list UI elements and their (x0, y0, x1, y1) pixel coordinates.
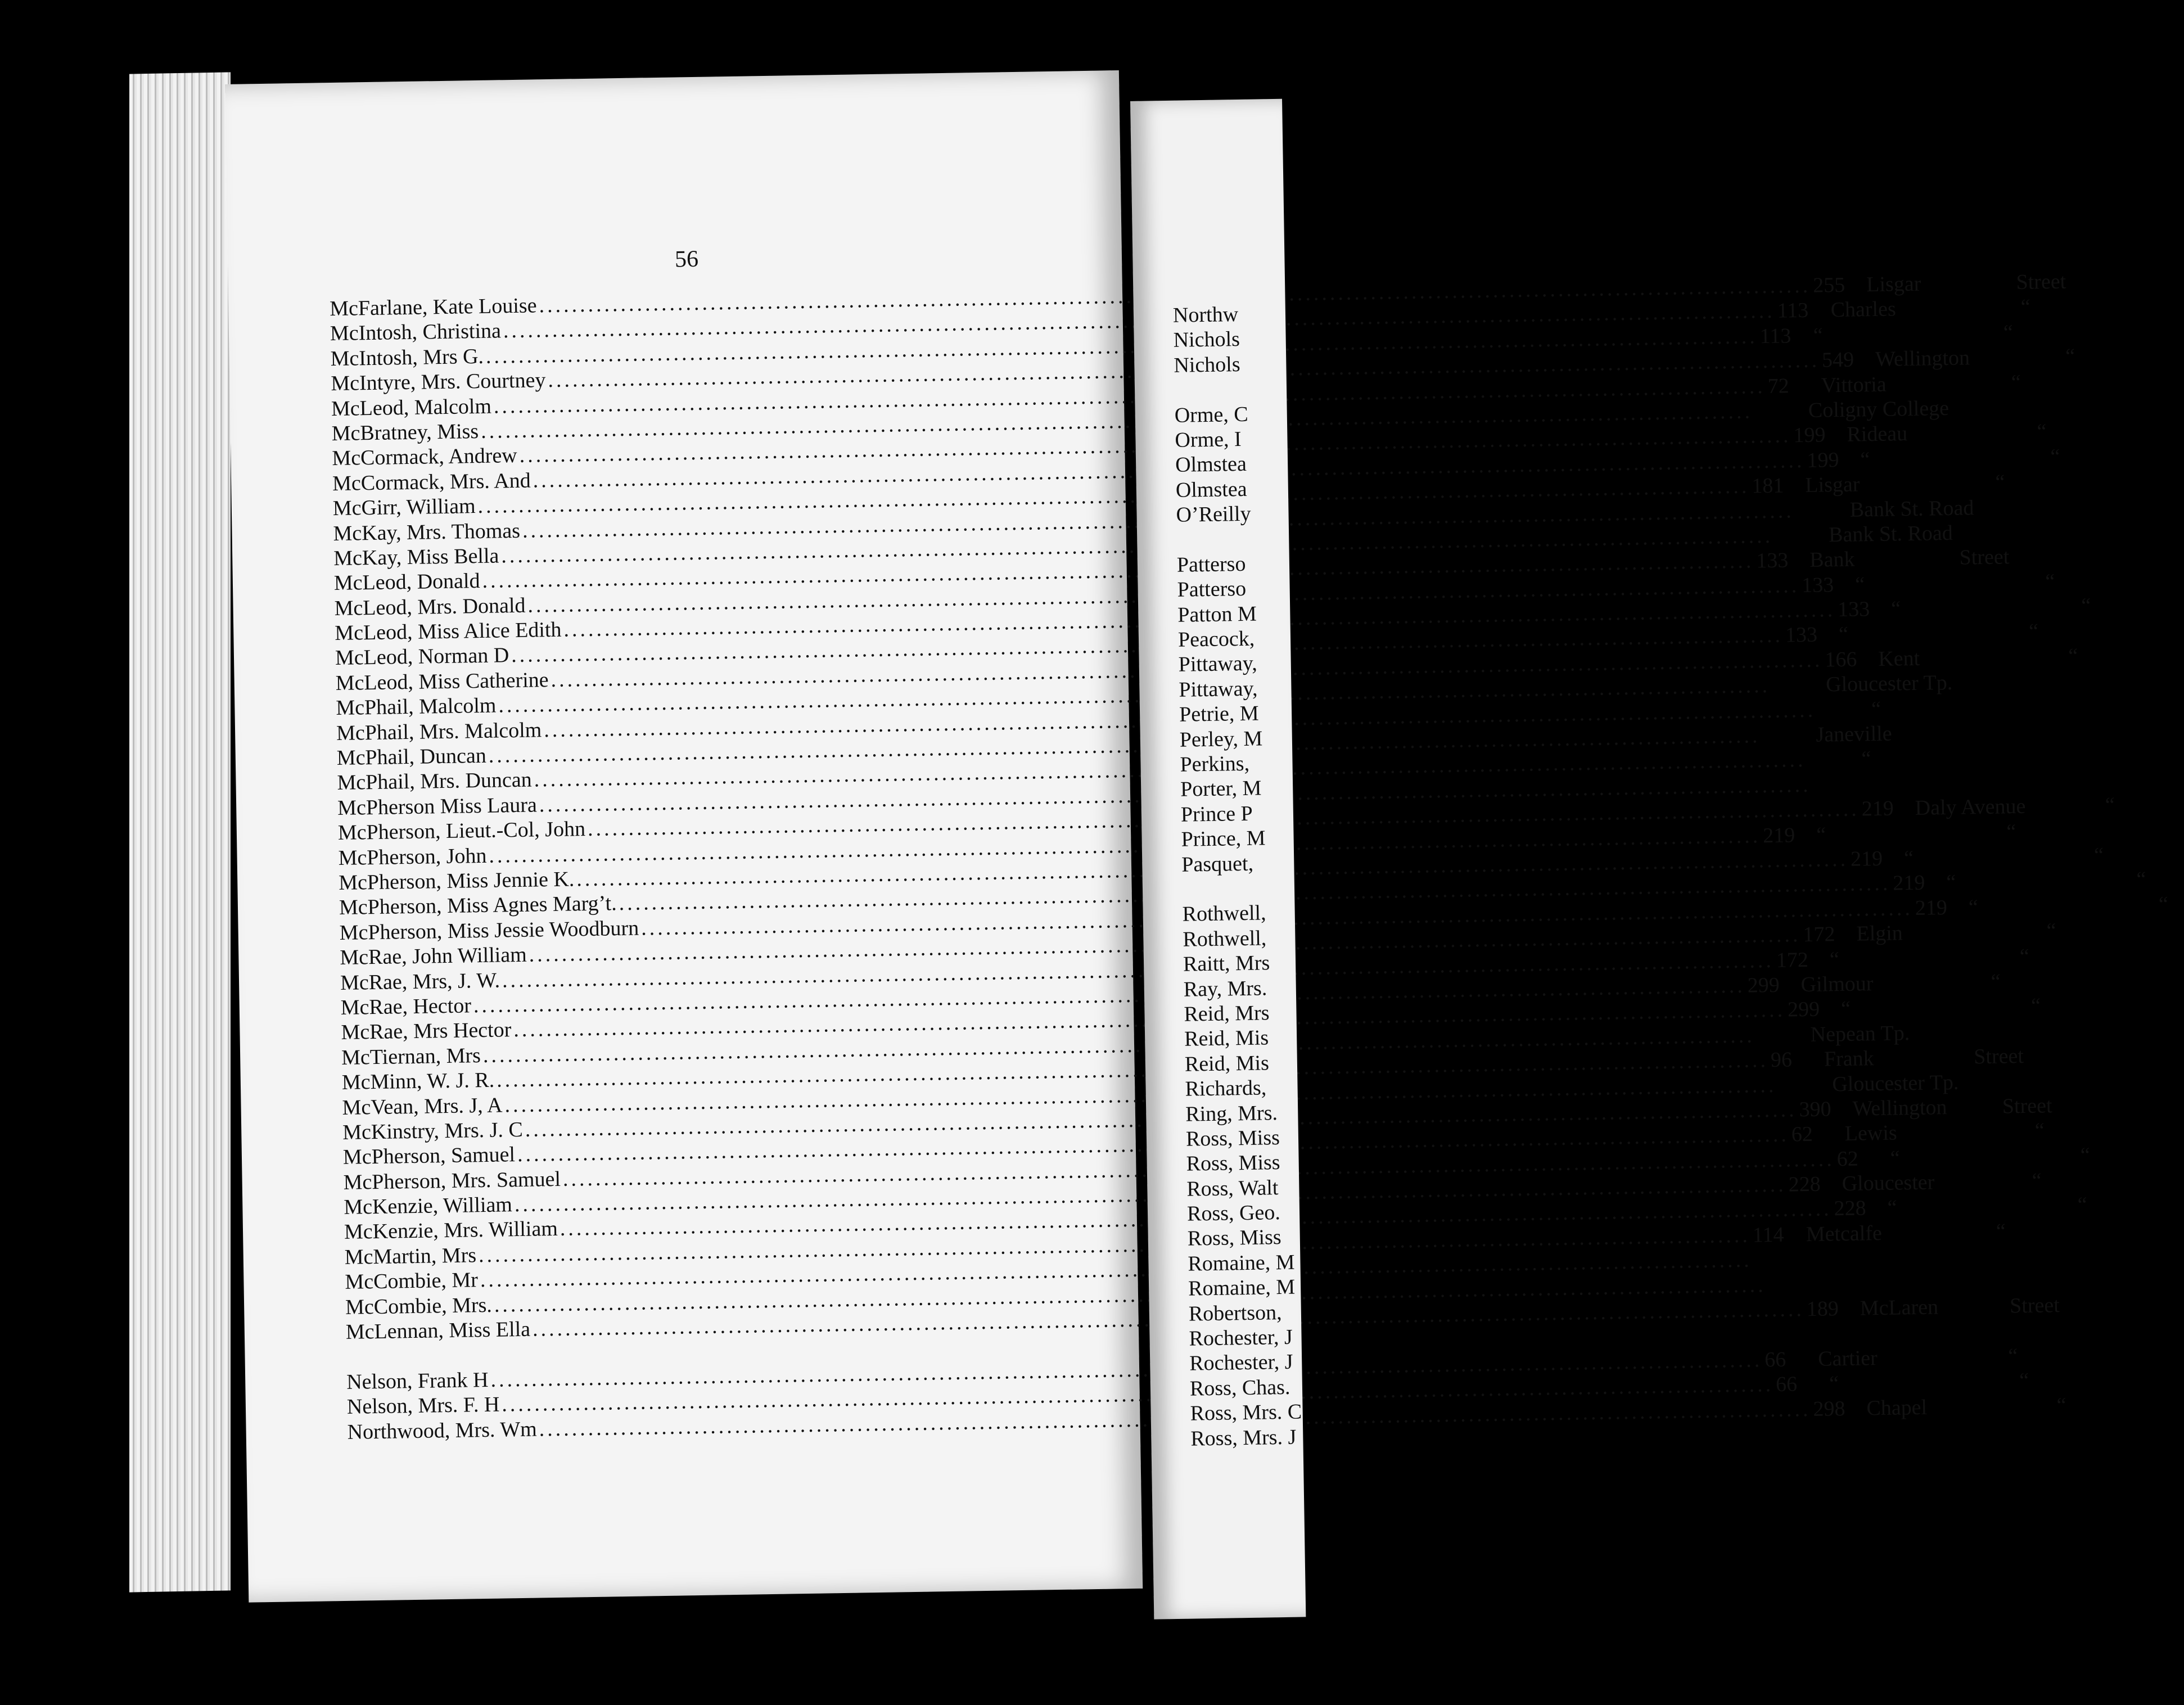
entry-name: McPhail, Malcolm (336, 693, 497, 720)
right-page-line: Pittaway, (1178, 652, 1258, 677)
entry-street: Charles (1830, 297, 1897, 322)
entry-house-number: 219 (1861, 796, 1894, 821)
entry-house-number: 199 (1793, 423, 1826, 448)
entry-name: McPherson, Miss Jennie K. (338, 867, 575, 895)
entry-street: Gloucester (1842, 1170, 1935, 1196)
entry-suffix (1934, 1263, 2013, 1264)
entry-house-number: 66 (1764, 1347, 1786, 1372)
entry-house-number: 113 (1759, 324, 1792, 348)
entry-suffix: “ (2019, 1369, 2029, 1393)
right-page-line (1174, 376, 1286, 403)
right-page-line (1176, 526, 1288, 553)
entry-name: McIntyre, Mrs. Courtney (331, 368, 546, 396)
entry-name: McCormack, Andrew (332, 444, 518, 471)
entry-house-number: 96 (1770, 1048, 1793, 1072)
entry-name: McPherson, John (338, 844, 487, 870)
right-page-line: Reid, Mis (1184, 1051, 1270, 1076)
entry-street: Bank (1809, 547, 1855, 572)
right-page-line: Patton M (1177, 602, 1257, 627)
right-page-line: Patterso (1176, 552, 1246, 577)
entry-street: Daly Avenue (1915, 795, 2026, 820)
entry-house-number: 62 (1791, 1122, 1813, 1147)
right-page-line: Ross, Walt (1186, 1175, 1279, 1201)
right-page-line: Ross, Miss (1186, 1151, 1280, 1176)
entry-street: “ (1890, 597, 1901, 621)
entry-name: McCormack, Mrs. And (332, 468, 531, 495)
entry-name: McIntosh, Christina (330, 319, 502, 346)
entry-house-number: 255 (1812, 273, 1845, 297)
entry-name: McPhail, Mrs. Malcolm (336, 718, 542, 745)
entry-house-number: 66 (1775, 1372, 1798, 1397)
right-page-line: Patterso (1177, 577, 1247, 602)
entry-name: McLeod, Miss Alice Edith (335, 617, 562, 646)
right-page-line: Ray, Mrs. (1183, 976, 1267, 1002)
entry-house-number: 113 (1777, 299, 1809, 323)
entry-house-number: 133 (1785, 623, 1818, 648)
entry-name: McIntosh, Mrs G. (330, 344, 484, 371)
entry-street: Cartier (1817, 1346, 1878, 1371)
entry-suffix: Street (1959, 545, 2010, 570)
entry-house-number: 172 (1803, 922, 1835, 947)
entry-suffix: “ (2050, 444, 2060, 468)
right-page-line: Pittaway, (1179, 676, 1258, 702)
right-page-line: Richards, (1185, 1076, 1267, 1101)
entry-name: McLeod, Mrs. Donald (334, 593, 526, 620)
entry-house-number: 189 (1806, 1297, 1839, 1321)
right-page-line: Prince P (1180, 801, 1253, 827)
entry-street: “ (1861, 747, 1871, 771)
entry-street: Lisgar (1866, 272, 1921, 297)
right-page (1130, 99, 1306, 1620)
entry-street: “ (1854, 572, 1865, 597)
entry-street: Bank St. Road (1828, 521, 1953, 547)
right-page-line: Ross, Miss (1187, 1225, 1281, 1251)
entry-house-number: 390 (1799, 1097, 1831, 1122)
entry-name: McGirr, William (332, 494, 476, 521)
entry-street: “ (1887, 1196, 1897, 1220)
entry-street: Elgin (1856, 921, 1903, 946)
entry-house-number (1797, 516, 1850, 517)
right-page-line (1182, 876, 1294, 903)
entry-name: McVean, Mrs. J, A (342, 1093, 503, 1120)
right-page-line: Reid, Mrs (1184, 1001, 1270, 1026)
entry-house-number: 219 (1762, 823, 1795, 847)
entry-street: Lisgar (1804, 472, 1860, 498)
entry-house-number: 181 (1751, 473, 1784, 498)
right-page-line: Robertson, (1188, 1300, 1282, 1326)
entry-name: McRae, Mrs, J. W. (340, 968, 500, 995)
entry-suffix: “ (2032, 1169, 2042, 1193)
entry-name: McLennan, Miss Ella (345, 1317, 531, 1344)
entry-suffix: “ (1996, 1219, 2006, 1243)
entry-house-number: 114 (1752, 1223, 1784, 1247)
entry-street: “ (1829, 947, 1839, 971)
entry-suffix (1977, 513, 2055, 514)
right-page-line: Ross, Geo. (1186, 1201, 1281, 1226)
entry-street: Bank St. Road (1849, 495, 1974, 522)
right-page-line: Romaine, M (1188, 1250, 1295, 1276)
entry-suffix: “ (2105, 793, 2115, 817)
entry-suffix: Street (2002, 1094, 2052, 1118)
entry-name: McTiernan, Mrs (341, 1043, 481, 1070)
entry-suffix: “ (2007, 1344, 2018, 1368)
entry-street: Kent (1878, 646, 1920, 671)
entry-suffix: “ (2093, 843, 2104, 867)
entry-street: “ (1903, 846, 1914, 870)
entry-street: “ (1840, 997, 1851, 1021)
entry-house-number (1755, 417, 1808, 418)
right-page-line: Perkins, (1180, 751, 1250, 777)
entry-suffix: “ (1991, 969, 2001, 994)
entry-house-number: 299 (1747, 973, 1780, 998)
entry-suffix (1948, 1288, 2027, 1289)
entry-name: McRae, Hector (340, 994, 472, 1020)
entry-suffix: “ (1995, 470, 2005, 494)
right-page-line: Rothwell, (1182, 901, 1266, 927)
right-page-line: Romaine, M (1188, 1275, 1296, 1301)
entry-street: Gloucester Tp. (1825, 671, 1953, 697)
right-page-line: Northw (1172, 303, 1239, 327)
right-page-line: Olmstea (1175, 452, 1247, 477)
entry-suffix: “ (2081, 594, 2091, 618)
entry-suffix: “ (2006, 819, 2016, 844)
entry-street (1808, 1264, 1934, 1266)
entry-street: “ (1816, 823, 1826, 847)
entry-suffix: “ (2028, 619, 2039, 644)
entry-street: “ (1860, 447, 1870, 472)
entry-name: McPhail, Mrs. Duncan (337, 768, 533, 795)
entry-street: Wellington (1875, 346, 1970, 372)
entry-street: Vittoria (1821, 372, 1887, 398)
entry-house-number: 133 (1801, 572, 1834, 597)
entry-suffix: “ (2020, 295, 2030, 319)
entry-suffix (1949, 414, 2028, 415)
right-page-line: Porter, M (1180, 776, 1262, 802)
entry-street: McLaren (1860, 1295, 1939, 1320)
entry-name: McKay, Miss Bella (333, 544, 499, 570)
entry-house-number: 298 (1813, 1396, 1845, 1421)
entry-street (1867, 789, 1993, 791)
entry-street: “ (1968, 895, 1979, 919)
right-page-line: Pasquet, (1181, 851, 1254, 877)
entry-suffix: “ (2158, 892, 2169, 916)
entry-name: McFarlane, Kate Louise (329, 294, 537, 321)
entry-name: McCombie, Mrs. (345, 1293, 493, 1319)
entry-street: Metcalfe (1806, 1221, 1883, 1246)
entry-street: Gilmour (1801, 972, 1874, 997)
right-page-line: Ross, Mrs. C (1190, 1400, 1302, 1426)
entry-suffix (1998, 712, 2077, 714)
entry-street: Frank (1824, 1047, 1874, 1071)
right-page-line: Ross, Mrs. J (1190, 1425, 1297, 1451)
entry-suffix: “ (2019, 944, 2030, 968)
entry-street (1822, 1289, 1948, 1291)
entry-name: McBratney, Miss (331, 419, 479, 446)
entry-street: Rideau (1847, 422, 1908, 447)
entry-suffix: “ (2034, 1118, 2045, 1143)
right-page-line: Reid, Mis (1184, 1026, 1269, 1052)
book-page-edges (129, 72, 231, 1592)
entry-street: Nepean Tp. (1810, 1021, 1910, 1047)
entry-street: “ (1871, 697, 1881, 721)
entry-street: Gloucester Tp. (1831, 1070, 1959, 1096)
entry-street: “ (1890, 1146, 1900, 1170)
entry-house-number: 172 (1776, 948, 1809, 972)
entry-name: McLeod, Miss Catherine (335, 667, 549, 695)
entry-suffix (1943, 738, 2021, 739)
entry-suffix: Street (2016, 269, 2066, 295)
entry-street: “ (1946, 870, 1956, 895)
entry-name: McKinstry, Mrs. J. C (342, 1117, 524, 1144)
entry-suffix (1937, 1038, 2016, 1039)
entry-house-number: 133 (1756, 548, 1789, 573)
entry-house-number: 228 (1834, 1196, 1866, 1221)
entry-house-number: 228 (1788, 1172, 1821, 1197)
right-page-line: Ross, Miss (1185, 1125, 1280, 1151)
entry-suffix: “ (2046, 919, 2056, 943)
entry-suffix (1988, 763, 2067, 764)
entry-street: Wellington (1852, 1095, 1947, 1121)
entry-house-number (1757, 1041, 1811, 1042)
entry-house-number: 72 (1767, 373, 1790, 398)
entry-house-number: 219 (1850, 846, 1883, 871)
entry-street: Janeville (1816, 721, 1892, 747)
entry-house-number: 299 (1787, 997, 1820, 1022)
entry-name: McCombie, Mr (345, 1268, 479, 1294)
entry-street: “ (1813, 323, 1823, 348)
entry-street: Chapel (1866, 1395, 1928, 1420)
right-page-line: Ross, Chas. (1189, 1375, 1290, 1401)
entry-name: McPherson, Mrs. Samuel (343, 1167, 561, 1194)
entry-suffix (1952, 688, 2031, 689)
right-page-line: Perley, M (1179, 727, 1263, 752)
entry-suffix: “ (2045, 569, 2055, 593)
page-number: 56 (674, 246, 699, 273)
right-page-line: Olmstea (1175, 477, 1247, 502)
entry-suffix (1959, 1088, 2038, 1089)
entry-name: McPherson, Lieut.-Col, John (337, 817, 586, 845)
right-page-line: Prince, M (1181, 826, 1266, 851)
entry-name: McKenzie, Mrs. William (344, 1217, 558, 1244)
right-page-line: Ring, Mrs. (1185, 1100, 1278, 1126)
right-page-line: Orme, C (1174, 402, 1248, 427)
entry-suffix: “ (2077, 1193, 2087, 1217)
entry-suffix: “ (2011, 370, 2021, 394)
entry-street: “ (1829, 1372, 1839, 1396)
entry-suffix: “ (2056, 1393, 2066, 1417)
entry-suffix: “ (2080, 1143, 2090, 1167)
entry-suffix: “ (2030, 994, 2041, 1018)
entry-street: “ (1838, 623, 1849, 647)
right-page-line: Petrie, M (1179, 701, 1259, 727)
entry-name: McLeod, Donald (333, 569, 480, 596)
entry-house-number: 133 (1837, 597, 1870, 622)
entry-name: McPherson, Miss Jessie Woodburn (339, 916, 639, 945)
entry-name: McPherson Miss Laura (337, 793, 538, 820)
entry-suffix (1993, 787, 2072, 788)
entry-name: Nelson, Mrs. F. H (346, 1392, 500, 1419)
entry-suffix (1955, 538, 2034, 539)
entry-street: Lewis (1844, 1121, 1897, 1146)
entry-name: McRae, John William (340, 942, 527, 970)
entry-name: McMinn, W. J. R. (341, 1068, 495, 1095)
right-page-line: Raitt, Mrs (1183, 951, 1270, 976)
entry-suffix: Street (1973, 1044, 2024, 1069)
entry-name: McLeod, Norman D (335, 643, 509, 670)
entry-suffix: “ (2136, 867, 2146, 892)
right-page-line: O’Reilly (1176, 502, 1251, 527)
entry-name: McKenzie, William (344, 1193, 513, 1219)
entry-house-number: 62 (1836, 1147, 1859, 1171)
entry-suffix: “ (2003, 320, 2013, 345)
entry-name: Northwood, Mrs. Wm (347, 1417, 538, 1444)
right-page-line: Orme, I (1175, 427, 1242, 452)
right-page-line: Nichols (1173, 327, 1240, 353)
right-page-line: Rochester, J (1189, 1350, 1293, 1376)
entry-suffix: “ (2068, 644, 2078, 668)
right-page-line: Peacock, (1177, 626, 1255, 652)
right-page-fragments (1173, 301, 1303, 1451)
entry-house-number: 166 (1824, 647, 1857, 672)
entry-suffix: “ (2065, 344, 2075, 368)
entry-house-number: 219 (1893, 871, 1925, 895)
right-page-line: Nichols (1174, 352, 1240, 377)
right-page-line: Rochester, J (1189, 1325, 1293, 1351)
entry-name: Nelson, Frank H (346, 1368, 489, 1394)
entry-suffix: Street (2009, 1293, 2060, 1318)
entry-street: Coligny College (1808, 396, 1950, 422)
entry-house-number: 219 (1915, 895, 1948, 920)
entry-name: McPhail, Duncan (336, 743, 487, 770)
entry-name: McKay, Mrs. Thomas (333, 518, 521, 545)
entry-suffix: “ (2037, 420, 2047, 444)
entry-name: McRae, Mrs Hector (341, 1018, 512, 1045)
entry-name: McMartin, Mrs (344, 1243, 477, 1269)
right-page-line: Rothwell, (1183, 926, 1267, 951)
entry-house-number: 549 (1821, 348, 1854, 372)
entry-house-number: 199 (1807, 448, 1839, 472)
entry-name: McPherson, Miss Agnes Marg’t. (339, 891, 617, 920)
entry-name: McPherson, Samuel (342, 1143, 516, 1170)
entry-name: McLeod, Malcolm (331, 394, 492, 421)
